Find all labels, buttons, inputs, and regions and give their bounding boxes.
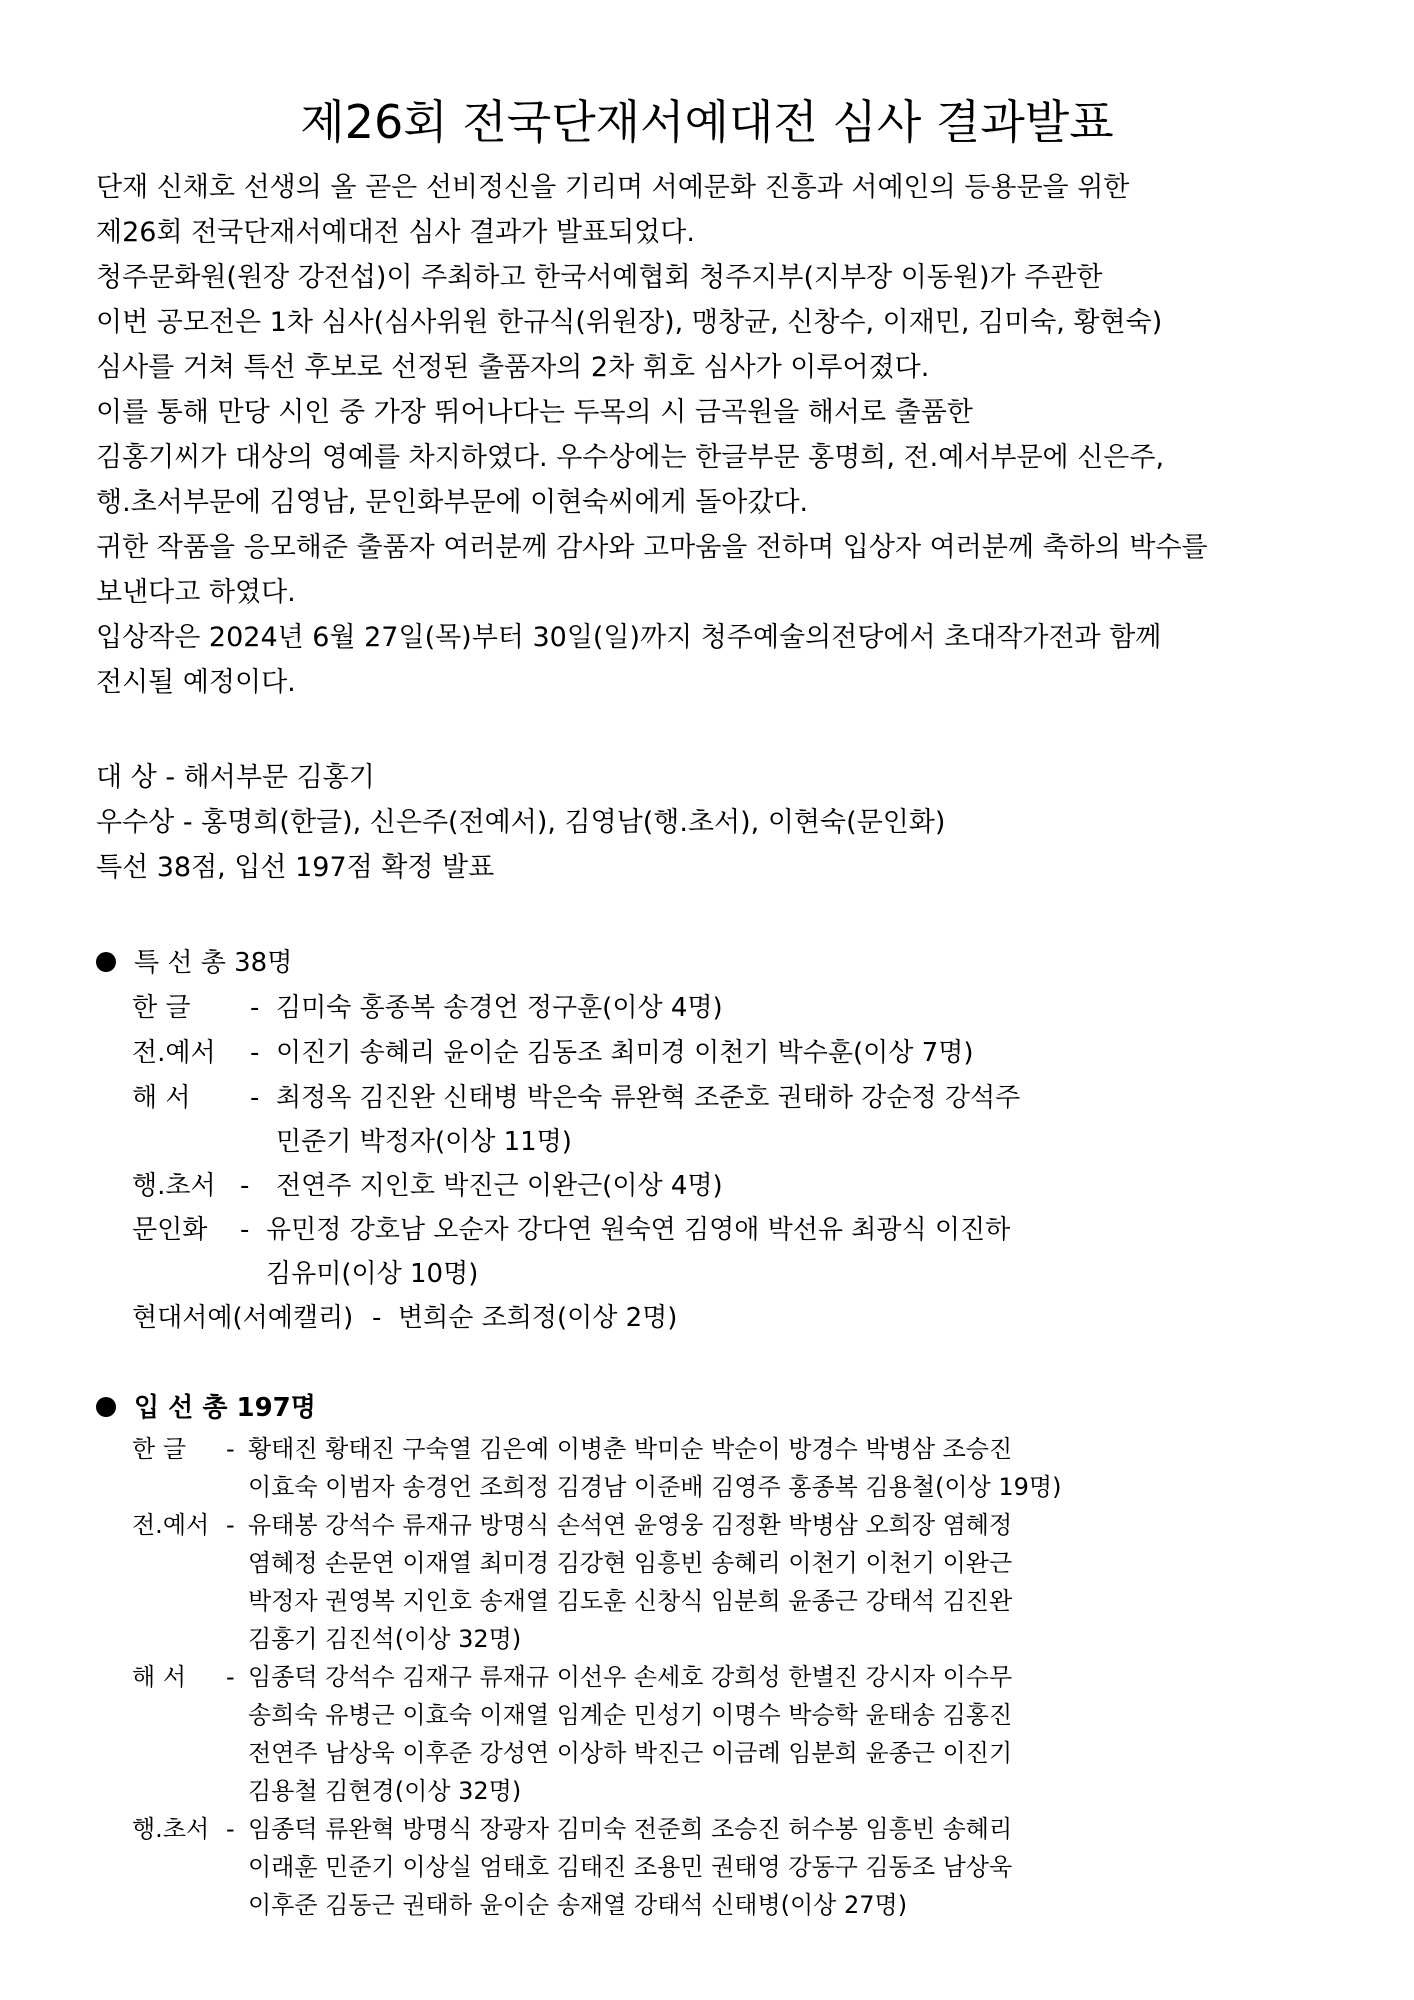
intro-line: 심사를 거쳐 특선 후보로 선정된 출품자의 2차 휘호 심사가 이루어졌다. <box>96 352 930 383</box>
special-sep: - <box>240 1171 250 1201</box>
selected-names: 이래훈 민준기 이상실 엄태호 김태진 조용민 권태영 강동구 김동조 남상욱 <box>248 1853 1013 1881</box>
special-names: 전연주 지인호 박진근 이완근(이상 4명) <box>276 1171 723 1201</box>
special-names: 김유미(이상 10명) <box>266 1259 479 1289</box>
special-label: 한 글 <box>132 993 191 1023</box>
selected-label: 해 서 <box>132 1663 186 1691</box>
selected-names: 이효숙 이범자 송경언 조희정 김경남 이준배 김영주 홍종복 김용철(이상 19명) <box>248 1473 1062 1501</box>
intro-line: 제26회 전국단재서예대전 심사 결과가 발표되었다. <box>96 217 695 248</box>
selected-names: 김용철 김현경(이상 32명) <box>248 1777 522 1805</box>
special-names: 김미숙 홍종복 송경언 정구훈(이상 4명) <box>276 993 723 1023</box>
selected-sep: - <box>226 1435 235 1463</box>
intro-line: 이번 공모전은 1차 심사(심사위원 한규식(위원장), 맹창균, 신창수, 이재민, 김미숙, 황현숙) <box>96 307 1163 338</box>
bullet-icon <box>96 1397 116 1417</box>
selected-sep: - <box>226 1815 235 1843</box>
selected-names: 이후준 김동근 권태하 윤이순 송재열 강태석 신태병(이상 27명) <box>248 1891 908 1919</box>
selected-names: 송희숙 유병근 이효숙 이재열 임계순 민성기 이명수 박승학 윤태송 김홍진 <box>248 1701 1013 1729</box>
special-names: 변희순 조희정(이상 2명) <box>398 1303 678 1333</box>
selected-names: 임종덕 류완혁 방명식 장광자 김미숙 전준희 조승진 허수봉 임흥빈 송혜리 <box>248 1815 1013 1843</box>
selected-names: 유태봉 강석수 류재규 방명식 손석연 윤영웅 김정환 박병삼 오희장 염혜정 <box>248 1511 1013 1539</box>
intro-line: 이를 통해 만당 시인 중 가장 뛰어나다는 두목의 시 금곡원을 해서로 출품한 <box>96 397 973 428</box>
selected-section-heading <box>96 1390 316 1426</box>
selected-heading-text: 입 선 총 197명 <box>134 1393 316 1423</box>
selected-label: 한 글 <box>132 1435 186 1463</box>
special-sep: - <box>250 993 260 1023</box>
page-title: 제26회 전국단재서예대전 심사 결과발표 <box>300 95 1114 149</box>
special-names: 민준기 박정자(이상 11명) <box>276 1127 572 1157</box>
selected-names: 전연주 남상욱 이후준 강성연 이상하 박진근 이금례 임분희 윤종근 이진기 <box>248 1739 1013 1767</box>
intro-line: 행.초서부문에 김영남, 문인화부문에 이현숙씨에게 돌아갔다. <box>96 487 809 518</box>
intro-line: 김홍기씨가 대상의 영예를 차지하였다. 우수상에는 한글부문 홍명희, 전.예서부문에 신은주, <box>96 442 1165 473</box>
totals-line: 특선 38점, 입선 197점 확정 발표 <box>96 852 495 883</box>
excellence-prize-line: 우수상 - 홍명희(한글), 신은주(전예서), 김영남(행.초서), 이현숙(문인화) <box>96 807 946 838</box>
selected-sep: - <box>226 1511 235 1539</box>
selected-sep: - <box>226 1663 235 1691</box>
selected-names: 황태진 황태진 구숙열 김은예 이병춘 박미순 박순이 방경수 박병삼 조승진 <box>248 1435 1013 1463</box>
selected-label: 전.예서 <box>132 1511 210 1539</box>
grand-prize-line: 대 상 - 해서부문 김홍기 <box>96 762 375 793</box>
selected-names: 박정자 권영복 지인호 송재열 김도훈 신창식 임분희 윤종근 강태석 김진완 <box>248 1587 1013 1615</box>
special-label: 해 서 <box>132 1083 191 1113</box>
special-names: 유민정 강호남 오순자 강다연 원숙연 김영애 박선유 최광식 이진하 <box>266 1215 1011 1245</box>
special-label: 문인화 <box>132 1215 208 1245</box>
selected-names: 염혜정 손문연 이재열 최미경 김강현 임흥빈 송혜리 이천기 이천기 이완근 <box>248 1549 1013 1577</box>
special-sep: - <box>240 1215 250 1245</box>
intro-line: 귀한 작품을 응모해준 출품자 여러분께 감사와 고마움을 전하며 입상자 여러분께 축하의 박수를 <box>96 532 1208 563</box>
special-label: 현대서예(서예캘리) <box>132 1303 354 1333</box>
special-sep: - <box>372 1303 382 1333</box>
special-section-heading <box>96 945 292 981</box>
special-label: 행.초서 <box>132 1171 216 1201</box>
intro-line: 보낸다고 하였다. <box>96 577 296 608</box>
special-heading-text: 특 선 총 38명 <box>134 948 293 978</box>
selected-label: 행.초서 <box>132 1815 210 1843</box>
special-names: 최정옥 김진완 신태병 박은숙 류완혁 조준호 권태하 강순정 강석주 <box>276 1083 1021 1113</box>
intro-line: 단재 신채호 선생의 올 곧은 선비정신을 기리며 서예문화 진흥과 서예인의 등용문을 위한 <box>96 172 1130 203</box>
selected-names: 임종덕 강석수 김재구 류재규 이선우 손세호 강희성 한별진 강시자 이수무 <box>248 1663 1013 1691</box>
intro-line: 청주문화원(원장 강전섭)이 주최하고 한국서예협회 청주지부(지부장 이동원)가 주관한 <box>96 262 1103 293</box>
special-sep: - <box>250 1038 260 1068</box>
selected-names: 김홍기 김진석(이상 32명) <box>248 1625 522 1653</box>
special-names: 이진기 송혜리 윤이순 김동조 최미경 이천기 박수훈(이상 7명) <box>276 1038 974 1068</box>
special-sep: - <box>250 1083 260 1113</box>
intro-line: 전시될 예정이다. <box>96 667 296 698</box>
special-label: 전.예서 <box>132 1038 216 1068</box>
bullet-icon <box>96 952 116 972</box>
intro-line: 입상작은 2024년 6월 27일(목)부터 30일(일)까지 청주예술의전당에서 초대작가전과 함께 <box>96 622 1162 653</box>
